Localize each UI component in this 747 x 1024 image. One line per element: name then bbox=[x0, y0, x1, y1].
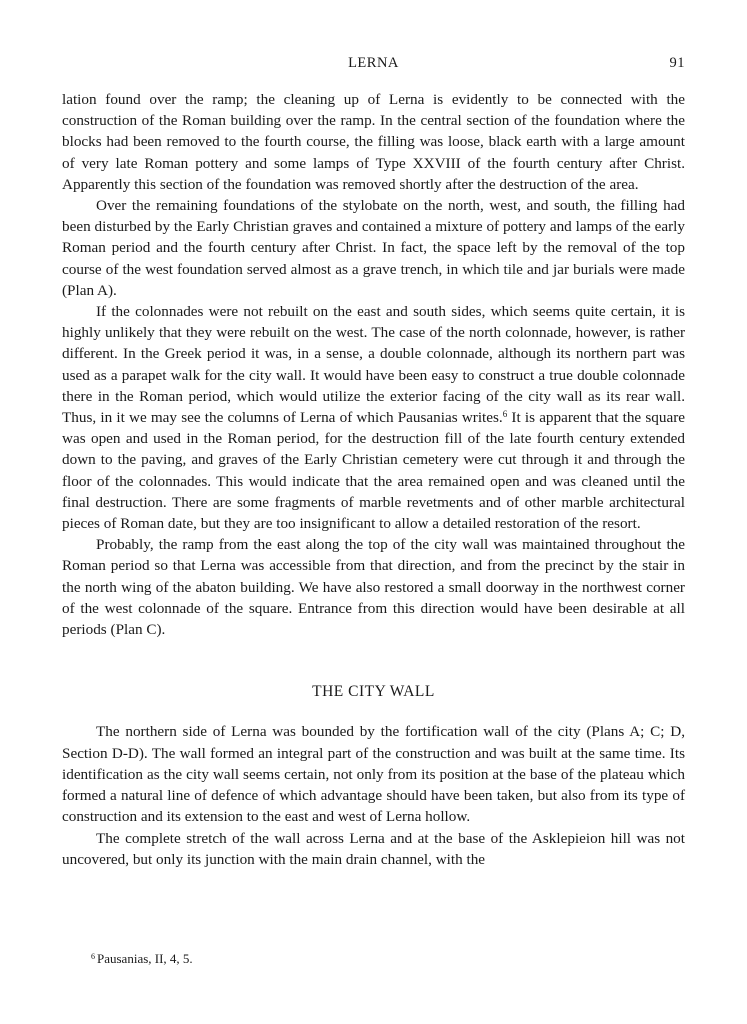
paragraph-1: lation found over the ramp; the cleaning up of Lerna is evidently to be connected with the construction of the Roman building over the ramp. In the central section of the foundation where the blocks had been removed to the fourth course, the filling was loose, black earth with a large amount of very late Roman pottery and some lamps of Type XXVIII of the fourth century after Christ. Apparently this section of the foundation was removed shortly after the destruction of the area. bbox=[62, 91, 685, 193]
section-paragraph-1: The northern side of Lerna was bounded by the fortification wall of the city (Plans A; C; D, Section D-D). The wall formed an integral part of the construction and was built at the same time. Its identification as the city wall seems certain, not only from its position at the base of the plateau which formed a natural line of defence of which advantage should have been taken, but also from its type of construction and its extension to the east and west of Lerna hollow. bbox=[62, 723, 685, 826]
footnote-reference[interactable]: 6 bbox=[502, 409, 508, 420]
footnote bbox=[91, 951, 651, 967]
paragraph-3 bbox=[62, 301, 685, 534]
page-number: 91 bbox=[669, 55, 685, 71]
footnote-marker: 6 bbox=[91, 952, 95, 961]
section-heading: THE CITY WALL bbox=[312, 683, 435, 701]
paragraph-4: Probably, the ramp from the east along the top of the city wall was maintained throughout the Roman period so that Lerna was accessible from that direction, and from the precinct by the stair in the north wing of the abaton building. We have also restored a small doorway in the northwest corner of the west colonnade of the square. Entrance from this direction would have been desirable at all periods (Plan C). bbox=[62, 536, 685, 639]
paragraph-3-text-after-note: It is apparent that the square was open and used in the Roman period, for the destruction fill of the late fourth century extended down to the paving, and graves of the Early Christian cemetery were cut through it and through the floor of the colonnades. This would indicate that the area remained open and was cleaned until the final destruction. There are some fragments of marble revetments and of other marble architectural pieces of Roman date, but they are too insignificant to allow a detailed restoration of the resort. bbox=[62, 409, 685, 533]
paragraph-3-text-before-note: If the colonnades were not rebuilt on the east and south sides, which seems quite certain, it is highly unlikely that they were rebuilt on the west. The case of the north colonnade, however, is rather different. In the Greek period it was, in a sense, a double colonnade, although its northern part was used as a parapet walk for the city wall. It would have been easy to construct a true double colonnade there in the Roman period, which would utilize the exterior facing of the city wall as its rear wall. Thus, in it we may see the columns of Lerna of which Pausanias writes. bbox=[62, 303, 685, 427]
running-head bbox=[62, 55, 685, 75]
footnote-text: Pausanias, II, 4, 5. bbox=[97, 951, 193, 966]
section-paragraph-2: The complete stretch of the wall across Lerna and at the base of the Asklepieion hill was not uncovered, but only its junction with the main drain channel, with the bbox=[62, 829, 685, 868]
paragraph-2: Over the remaining foundations of the stylobate on the north, west, and south, the filling had been disturbed by the Early Christian graves and contained a mixture of pottery and lamps of the early Roman period and the fourth century after Christ. In fact, the space left by the removal of the top course of the west foundation served almost as a grave trench, in which tile and jar burials were made (Plan A). bbox=[62, 197, 685, 299]
running-title: LERNA bbox=[348, 55, 399, 71]
body-text bbox=[62, 89, 685, 870]
